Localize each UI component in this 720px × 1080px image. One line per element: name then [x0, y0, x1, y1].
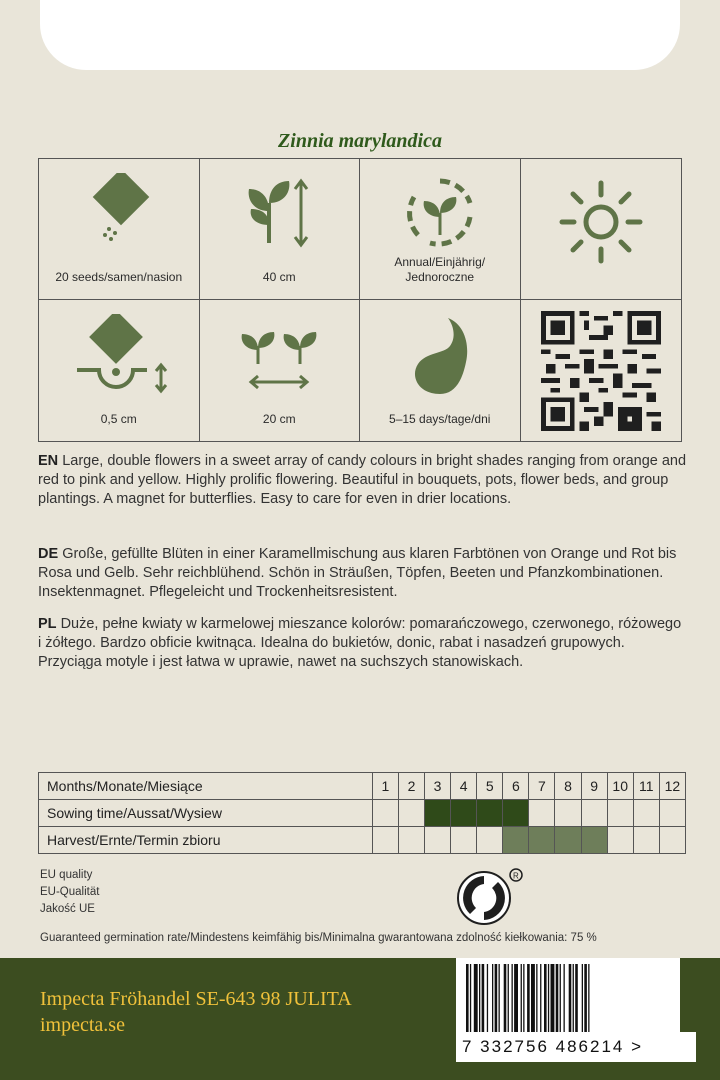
sowing-month-cell	[372, 800, 398, 827]
harvest-month-cell	[633, 827, 659, 854]
cell-germination	[360, 300, 521, 441]
germination-rate: Guaranteed germination rate/Mindestens keimfähig bis/Minimalna gwarantowana zdolność kiełkowania: 75 %	[40, 932, 597, 944]
barcode-bar	[582, 964, 583, 1032]
barcode-bar	[531, 964, 535, 1032]
eu-quality	[40, 867, 99, 918]
sowing-month-cell	[503, 800, 529, 827]
harvest-month-cell	[398, 827, 424, 854]
barcode-bar	[551, 964, 555, 1032]
barcode-bar	[466, 964, 469, 1032]
lifecycle-line1: Annual/Einjährig/	[394, 255, 486, 269]
month-header: 4	[451, 773, 477, 800]
plant-height: 40 cm	[262, 270, 296, 284]
month-header: 1	[372, 773, 398, 800]
germination-time: 5–15 days/tage/dni	[389, 412, 491, 426]
barcode-bar	[588, 964, 589, 1032]
harvest-month-cell	[503, 827, 529, 854]
hang-tab	[40, 0, 680, 70]
harvest-month-cell	[529, 827, 555, 854]
sowing-depth: 0,5 cm	[100, 412, 137, 426]
barcode-bar	[514, 964, 518, 1032]
plant-spacing: 20 cm	[262, 412, 296, 426]
full-sun-icon	[556, 177, 646, 267]
description-en	[38, 452, 688, 509]
footer	[0, 958, 720, 1080]
barcode-bar	[540, 964, 541, 1032]
sowing-month-cell	[425, 800, 451, 827]
lang-code-pl: PL	[38, 616, 57, 632]
harvest-month-cell	[659, 827, 685, 854]
barcode-bar	[548, 964, 549, 1032]
lang-code-en: EN	[38, 453, 59, 469]
cell-sun	[521, 159, 682, 300]
month-header: 3	[425, 773, 451, 800]
harvest-month-cell	[372, 827, 398, 854]
annual-cycle-icon	[400, 173, 480, 253]
barcode-bar	[575, 964, 578, 1032]
lifecycle-line2: Jednoroczne	[405, 270, 475, 284]
description-pl-text: Duże, pełne kwiaty w karmelowej mieszance kolorów: pomarańczowego, czerwonego, różowego i żółtego. Bardzo obficie kwitnąca. Idealna do bukietów, donic, rabat i nasadzeń grupowych. Przyciąga motyle i jest łatwa w uprawie, nawet na suchszych stanowiskach.	[38, 616, 682, 670]
harvest-month-cell	[425, 827, 451, 854]
svg-text:R: R	[513, 871, 519, 881]
month-header: 2	[398, 773, 424, 800]
sowing-month-cell	[581, 800, 607, 827]
barcode-bar	[584, 964, 587, 1032]
month-header: 5	[477, 773, 503, 800]
month-header: 9	[581, 773, 607, 800]
sowing-month-cell	[529, 800, 555, 827]
month-header: 12	[659, 773, 685, 800]
barcode-bar	[495, 964, 498, 1032]
sowing-month-cell	[607, 800, 633, 827]
company-address	[40, 986, 352, 1038]
barcode-bar	[482, 964, 485, 1032]
description-en-text: Large, double flowers in a sweet array of candy colours in bright shades ranging from orange and red to pink and yellow. Highly prolific flowering. Beautiful in bouquets, pots, flower beds, and group plantings. A magnet for butterflies. Easy to care for even in drier locations.	[38, 453, 687, 507]
calendar-months-row	[39, 773, 686, 800]
barcode-bar	[544, 964, 547, 1032]
sowing-label: Sowing time/Aussat/Wysiew	[39, 800, 373, 827]
harvest-month-cell	[477, 827, 503, 854]
barcode-bar	[527, 964, 530, 1032]
green-dot-recycle-icon	[456, 866, 526, 928]
harvest-month-cell	[581, 827, 607, 854]
harvest-month-cell	[607, 827, 633, 854]
sowing-month-cell	[555, 800, 581, 827]
plant-height-icon	[239, 173, 319, 253]
month-header: 8	[555, 773, 581, 800]
lang-code-de: DE	[38, 546, 59, 562]
barcode-bar	[487, 964, 488, 1032]
month-header: 10	[607, 773, 633, 800]
harvest-label: Harvest/Ernte/Termin zbioru	[39, 827, 373, 854]
calendar-sowing-row	[39, 800, 686, 827]
company-website: impecta.se	[40, 1014, 125, 1036]
barcode-bar	[521, 964, 522, 1032]
barcode-bar	[512, 964, 513, 1032]
sowing-month-cell	[659, 800, 685, 827]
eu-quality-de: EU-Qualität	[40, 886, 100, 898]
plant-spacing-icon	[234, 324, 324, 394]
company-name: Impecta Fröhandel SE-643 98 JULITA	[40, 988, 352, 1010]
cell-spacing	[200, 300, 361, 441]
barcode-bar	[536, 964, 537, 1032]
cell-qr	[521, 300, 682, 441]
cell-depth	[39, 300, 200, 441]
sowing-calendar	[38, 772, 686, 854]
harvest-month-cell	[555, 827, 581, 854]
barcode-bar	[508, 964, 509, 1032]
barcode-bar	[523, 964, 524, 1032]
harvest-month-cell	[451, 827, 477, 854]
seed-packet-icon	[79, 173, 159, 253]
barcode-number: 7 332756 486214 >	[456, 1032, 696, 1062]
barcode-bar	[569, 964, 572, 1032]
sowing-depth-icon	[69, 314, 169, 396]
eu-quality-pl: Jakość UE	[40, 903, 95, 915]
calendar-harvest-row	[39, 827, 686, 854]
cell-seeds	[39, 159, 200, 300]
description-de-text: Große, gefüllte Blüten in einer Karamellmischung aus klaren Farbtönen von Orange und Rot bis Rosa und Gelb. Sehr reichblühend. Schön in Sträußen, Töpfen, Beeten und Pfanzkombinationen. Insektenmagnet. Pflegeleicht und Trockenheitsresistent.	[38, 546, 677, 600]
description-pl	[38, 615, 688, 672]
lifecycle	[360, 255, 520, 285]
cell-height	[200, 159, 361, 300]
month-header: 6	[503, 773, 529, 800]
sowing-month-cell	[451, 800, 477, 827]
germination-seed-icon	[400, 310, 480, 400]
eu-quality-en: EU quality	[40, 869, 93, 881]
sowing-month-cell	[633, 800, 659, 827]
barcode-bar	[556, 964, 559, 1032]
barcode-bar	[470, 964, 471, 1032]
barcode-bar	[573, 964, 574, 1032]
qr-code	[541, 311, 661, 431]
sowing-month-cell	[398, 800, 424, 827]
barcode-bar	[479, 964, 480, 1032]
sowing-month-cell	[477, 800, 503, 827]
barcode-bar	[499, 964, 500, 1032]
month-header: 7	[529, 773, 555, 800]
barcode	[456, 958, 680, 1056]
barcode-bar	[560, 964, 561, 1032]
barcode-bar	[564, 964, 565, 1032]
barcode-bars	[464, 964, 672, 1032]
month-header: 11	[633, 773, 659, 800]
page-title: Zinnia marylandica	[278, 130, 442, 152]
cell-lifecycle	[360, 159, 521, 300]
barcode-bar	[504, 964, 507, 1032]
info-grid	[38, 158, 682, 442]
months-label: Months/Monate/Miesiące	[39, 773, 373, 800]
barcode-bar	[474, 964, 478, 1032]
seed-count: 20 seeds/samen/nasion	[55, 270, 183, 284]
barcode-bar	[492, 964, 493, 1032]
description-de	[38, 545, 688, 602]
